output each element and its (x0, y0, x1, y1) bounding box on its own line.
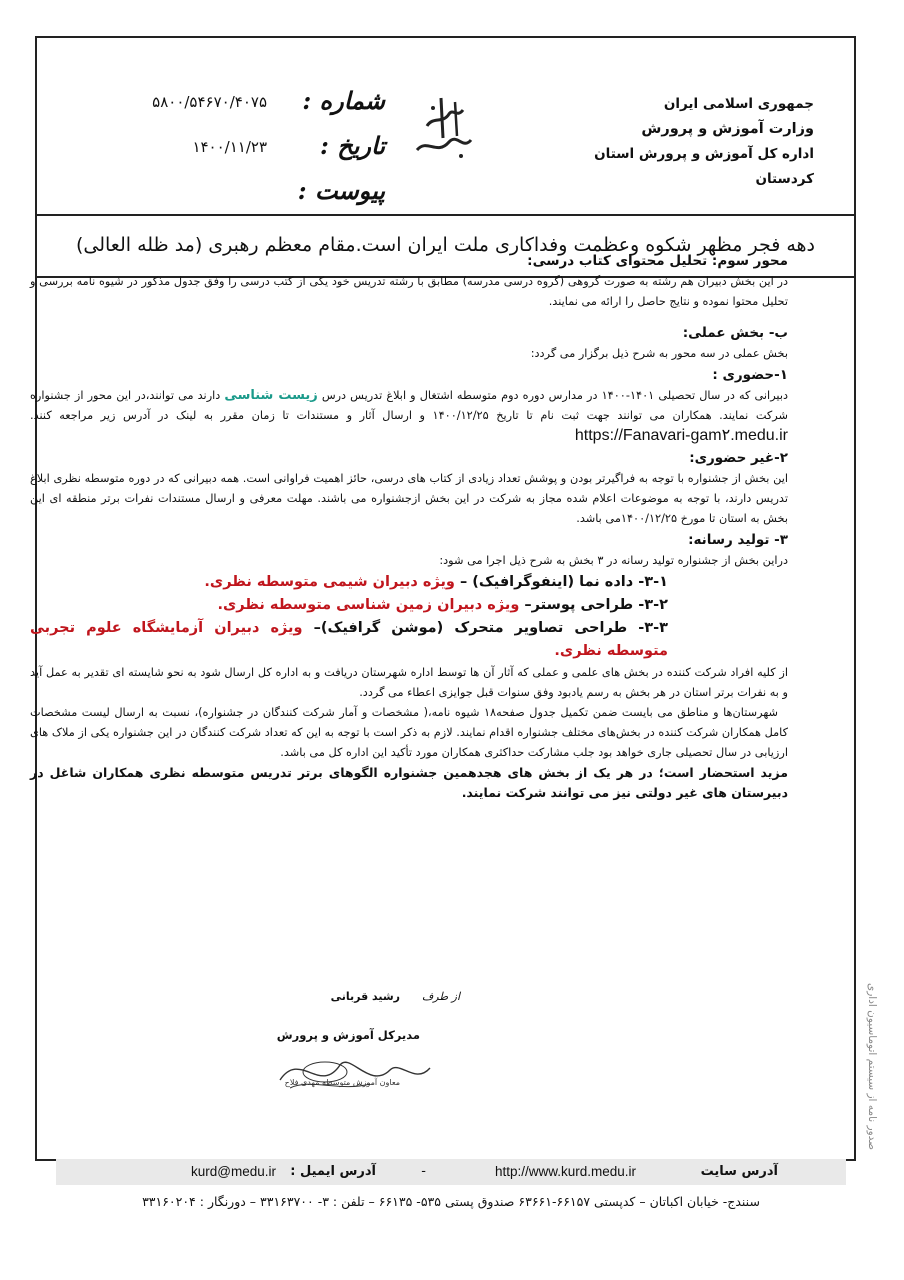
media-title: ۳- تولید رسانه: (688, 532, 788, 548)
letter-number: ۵۸۰۰/۵۴۶۷۰/۴۰۷۵ (152, 93, 267, 111)
letter-header (37, 38, 854, 216)
remote-text: این بخش از جشنواره با توجه به فراگیرتر بودن و پوشش تعداد زیادی از کتاب های درسی، حائز اهمیت فراوانی است. همه دبیرانی که در دوره متوسطه نظری ابلاغ تدریس دارند، با توجه به موضوعات اعلام شده مجاز به شرکت در این بخش ازجشنواره می باشند. مهلت معرفی و ارسال مستندات نفرات برتر منطقه ای این بخش به استان تا مورخ ۱۴۰۰/۱۲/۲۵می باشد. (30, 472, 788, 525)
on-behalf-label: از طرف (421, 990, 460, 1003)
media-item-target: ویژه دبیران زمین شناسی متوسطه نظری. (217, 597, 520, 613)
axis3-title: محور سوم: تحلیل محتوای کتاب درسی: (527, 253, 788, 269)
email-link[interactable]: kurd@medu.ir (191, 1164, 276, 1179)
media-item-label: ۳-۱- داده نما (اینفوگرافیک) – (460, 574, 668, 590)
org-line: جمهوری اسلامی ایران (663, 96, 814, 112)
bismillah-calligraphy-icon (397, 78, 487, 168)
handwritten-signature-icon (250, 1040, 450, 1100)
org-line: وزارت آموزش و پرورش (641, 121, 814, 137)
signer-title: مدیرکل آموزش و پرورش (276, 1028, 420, 1042)
axis3-text: در این بخش دبیران هم رشته به صورت گروهی (گروه درسی مدرسه) مطابق با رشته تدریس خود یکی از کتب درسی را وفق جدول مذکور در شیوه نامه بررسی و تحلیل محتوا نموده و نتایج حاصل را ارائه می نمایند. (30, 275, 788, 308)
remote-title: ۲-غیر حضوری: (689, 450, 788, 466)
paragraph-private-schools: مزید استحضار است؛ در هر یک از بخش های هجدهمین جشنواره الگوهای برتر تدریس متوسطه نظری همکاران شاغل در دبیرستان های غیر دولتی نیز می توانند شرکت نمایند. (30, 765, 788, 800)
paragraph-counties: شهرستان‌ها و مناطق می بایست ضمن تکمیل جدول صفحه۱۸ شیوه نامه،( مشخصات و آمار شرکت کنندگان در جشنواره)، نسبت به ارسال لیست مشخصات کامل همکاران شرکت کننده در بخش‌های مختلف جشنواره اقدام نمایند. لازم به ذکر است با توجه به این که تعداد شرکت کنندگان در این جشنواره یکی از ملاک های ارزیابی در سال تحصیلی جاری خواهد بود جلب مشارکت حداکثری همکاران مورد تأکید این اداره کل می باشد. (30, 706, 788, 759)
media-item (30, 617, 788, 663)
paragraph-appreciation: از کلیه افراد شرکت کننده در بخش های علمی و عملی که آثار آن ها توسط اداره شهرستان دریافت و به اداره کل ارسال شود به نحو شایسته ای تقدیر به عمل آید و به نفرات برتر استان در هر بخش به رسم یادبود وفق سنوات قبل جوایزی اعطاء می گردد. (30, 666, 788, 699)
practical-text: بخش عملی در سه محور به شرح ذیل برگزار می گردد: (530, 347, 788, 360)
signer-name: رشید قربانی (330, 990, 400, 1003)
media-item-target: ویژه دبیران آزمایشگاه علوم تجربی متوسطه نظری. (30, 620, 668, 659)
site-link[interactable]: http://www.kurd.medu.ir (494, 1164, 636, 1179)
media-item (30, 571, 788, 594)
org-line: اداره کل آموزش و پرورش استان کردستان (594, 146, 814, 187)
email-label: آدرس ایمیل : (290, 1164, 376, 1179)
inperson-text-a: دبیرانی که در سال تحصیلی ۱۴۰۱-۱۴۰۰ در مدارس دوره دوم متوسطه اشتغال و ابلاغ تدریس درس (321, 389, 789, 402)
slogan: دهه فجر مظهر شکوه وعظمت وفداکاری ملت ایران است.مقام معظم رهبری (مد ظله العالی) (37, 216, 854, 278)
letter-date: ۱۴۰۰/۱۱/۲۳ (192, 138, 267, 156)
practical-title: ب- بخش عملی: (682, 325, 788, 341)
deputy-note: معاون آموزش متوسطه مهدی فلاح (284, 1078, 400, 1087)
inperson-paragraph (30, 386, 788, 447)
media-item-target: ویژه دبیران شیمی متوسطه نظری. (204, 574, 455, 590)
automation-side-note: صدور نامه از سیستم اتوماسیون اداری (866, 982, 878, 1150)
inperson-title: ۱-حضوری : (712, 367, 788, 383)
media-text: دراین بخش از جشنواره تولید رسانه در ۳ بخش به شرح ذیل اجرا می شود: (439, 554, 788, 567)
footer-address: سنندج- خیابان اکباتان – کدپستی ۶۶۱۵۷-۶۳۶۶۱ صندوق پستی ۵۳۵- ۶۶۱۳۵ – تلفن : ۳- ۳۳۱۶۳۷۰۰ – دورنگار : ۳۳۱۶۰۲۰۴ (142, 1194, 760, 1209)
number-label: شماره : (302, 86, 385, 115)
media-item-label: ۳-۳- طراحی تصاویر متحرک (موشن گرافیک)– (313, 620, 668, 636)
organization-block (554, 92, 814, 192)
footer-separator: - (421, 1164, 426, 1179)
media-item (30, 594, 788, 617)
letter-body (30, 250, 788, 803)
media-item-label: ۳-۲- طراحی پوستر– (524, 597, 668, 613)
footer-contact-band (56, 1159, 846, 1185)
date-label: تاریخ : (320, 131, 385, 160)
letter-meta-labels (265, 78, 385, 213)
inperson-subject: زیست شناسی (224, 388, 318, 403)
registration-link[interactable]: https://Fanavari-gam۲.medu.ir (574, 427, 788, 444)
attachment-label: پیوست : (297, 176, 385, 205)
inperson-text-b: دارند می توانند،در این محور از جشنواره شرکت نمایند. همکاران می توانند جهت ثبت نام تا تاریخ ۱۴۰۰/۱۲/۲۵ و ارسال آثار و مستندات تا زمان مقرر به لینک در آدرس زیر مراجعه کنند. (30, 389, 788, 422)
letter-meta-values (107, 80, 267, 170)
site-label: آدرس سایت (700, 1164, 778, 1179)
